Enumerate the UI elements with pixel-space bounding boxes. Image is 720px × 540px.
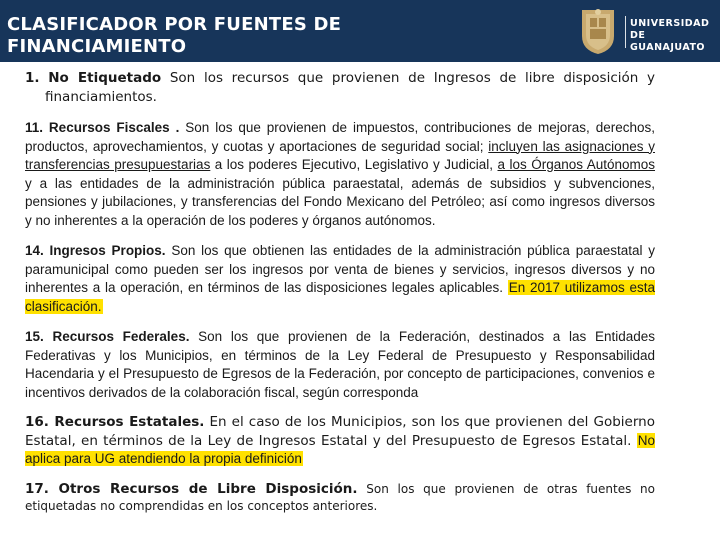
section-17-title: 17. Otros Recursos de Libre Disposición.: [25, 480, 358, 497]
section-14-title: 14. Ingresos Propios.: [25, 243, 166, 258]
intro-paragraph: [25, 69, 655, 107]
section-15-title: 15. Recursos Federales.: [25, 329, 190, 344]
intro-text: Son los recursos que provienen de Ingresos de libre disposición y financiamientos.: [45, 70, 655, 105]
content-area: [25, 64, 655, 516]
page-title: CLASIFICADOR POR FUENTES DE FINANCIAMIENTO: [7, 14, 342, 57]
section-11-underlined-b: a los Órganos Autónomos: [497, 157, 656, 172]
section-14-highlight: En 2017 utilizamos esta clasificación.: [25, 280, 655, 314]
intro-term: No Etiquetado: [48, 70, 162, 86]
logo-line-1: UNIVERSIDAD DE: [630, 18, 710, 41]
section-14-text: Son los que obtienen las entidades de la administración pública paraestatal y paramunicipal como pueden ser los ingresos por venta de bienes y servicios, ingresos diversos y no inherentes a la operación, en términos de las disposiciones legales aplicables.: [25, 243, 656, 295]
logo-line-2: GUANAJUATO: [630, 42, 706, 53]
shield-icon: [578, 6, 618, 56]
section-16-highlight: No aplica para UG atendiendo la propia definición: [25, 432, 655, 466]
section-15: [25, 328, 655, 402]
logo-divider: [625, 16, 626, 48]
section-11-text-a: Son los que provienen de impuestos, contribuciones de mejoras, derechos, productos, aprovechamientos, y cuotas y aportaciones de seguridad social;: [25, 120, 655, 154]
section-15-text: Son los que provienen de la Federación, destinados a las Entidades Federativas y los Municipios, en términos de la Ley Federal de Presupuesto y Responsabilidad Hacendaria y el Presupuesto de Egresos de la Federación, por concepto de participaciones, convenios e incentivos derivados de la colaboración fiscal, según corresponda: [25, 329, 655, 400]
section-17: [25, 481, 655, 516]
section-11: [25, 119, 655, 230]
section-11-text-c: y a las entidades de la administración pública paraestatal, además de subsidios y subvenciones, pensiones y jubilaciones, y transferencias del Fondo Mexicano del Petróleo; así como ingresos diversos y no inherentes a la operación de los poderes y órganos autónomos.: [25, 175, 655, 228]
section-16: [25, 414, 655, 469]
university-logo: [578, 6, 714, 56]
section-11-title: 11. Recursos Fiscales .: [25, 120, 180, 135]
logo-wordmark: [630, 18, 714, 54]
intro-number: 1.: [25, 70, 40, 86]
section-11-underlined-a: incluyen las asignaciones y transferencias presupuestarias: [25, 138, 655, 172]
section-14: [25, 242, 655, 316]
header-bar: [0, 0, 720, 62]
section-16-title: 16. Recursos Estatales.: [25, 414, 205, 430]
section-11-text-b: a los poderes Ejecutivo, Legislativo y Judicial,: [210, 157, 498, 172]
section-17-text: Son los que provienen de otras fuentes no etiquetadas no comprendidas en los conceptos anteriores.: [25, 481, 655, 513]
section-16-text: En el caso de los Municipios, son los que provienen del Gobierno Estatal, en términos de la Ley de Ingresos Estatal y del Presupuesto de Egresos Estatal.: [25, 414, 655, 449]
